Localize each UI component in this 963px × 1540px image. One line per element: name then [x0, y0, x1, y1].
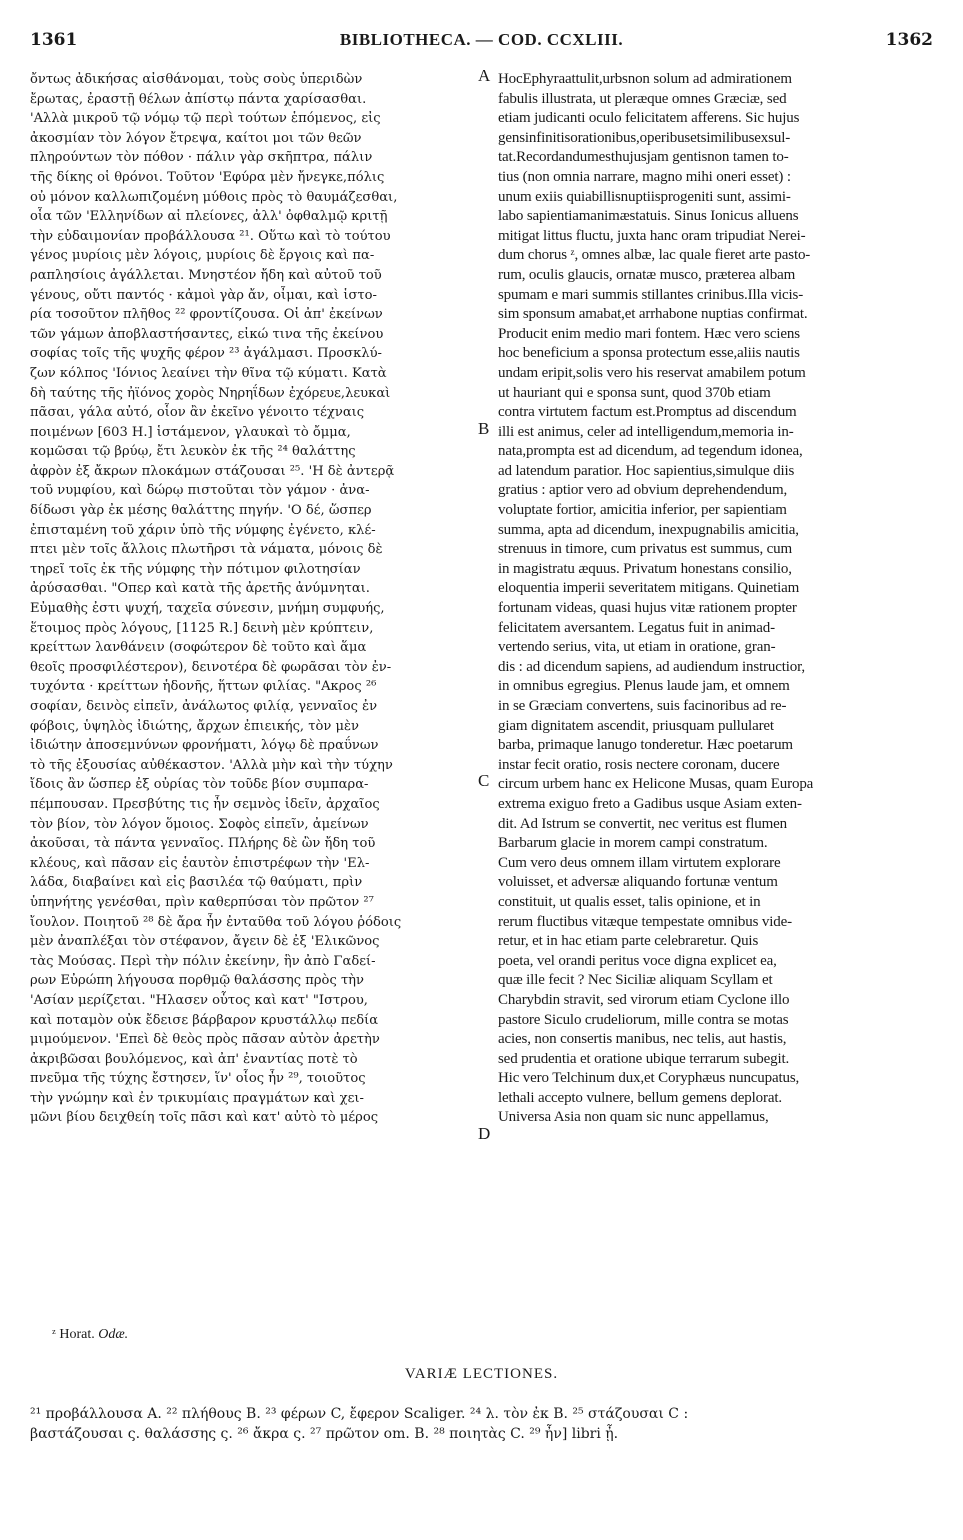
latin-text-line: fabulis illustrata, ut pleræque omnes Græciæ, sed	[498, 90, 787, 107]
page-number-left: 1361	[30, 30, 78, 50]
latin-text-line: labo sapientiamanimæstatuis. Sinus Ionicus alluens	[498, 208, 799, 225]
latin-text-line: Universa Asia non quam sic nunc appellamus,	[498, 1109, 769, 1126]
greek-text-line: ἀκοῦσαι, τὰ πάντα γενναῖος. Πλήρης δὲ ὢν ἤδη τοῦ	[30, 836, 376, 852]
footnote-author: Horat.	[59, 1327, 95, 1342]
greek-text-line: ὑπηνήτης γενέσθαι, πρὶν καθερπύσαι τὸν πρῶτον ²⁷	[30, 894, 374, 910]
greek-text-line: δὴ ταύτης τῆς ἠϊόνος χορὸς Νηρηΐδων ἐχόρευε,λευκαὶ	[30, 385, 391, 401]
greek-text-line: ἐπισταμένη τοῦ χάριν ὑπὸ τῆς νύμφης ἐγένετο, κλέ-	[30, 522, 376, 538]
latin-text-line: pastore Siculo crudeliorum, mille contra se motas	[498, 1011, 789, 1028]
greek-text-line: τὴν γνώμην καὶ ἐν τρικυμίαις πραγμάτων καὶ χει-	[30, 1090, 364, 1106]
latin-text-line: tat.Recordandumesthujusjam gentisnon tamen to-	[498, 149, 789, 166]
latin-text-line: dis : ad dicendum sapiens, ad audiendum instructior,	[498, 658, 805, 675]
greek-text-line: φόβοις, ὑψηλὸς ἰδιώτης, ἄρχων ἐπιεικής, τὸν μὲν	[30, 718, 360, 734]
greek-text-line: 'Αλλὰ μικροῦ τῷ νόμῳ τῷ περὶ τούτων ἑπόμενος, εἰς	[30, 111, 381, 127]
latin-text-line: unum exiis quiabillisnuptiisprogeniti sunt, assimi-	[498, 188, 791, 205]
greek-text-line: κομῶσαι τῷ βρύῳ, ἔτι λευκὸν ἐκ τῆς ²⁴ θαλάττης	[30, 444, 356, 460]
greek-text-line: δίδωσι γὰρ ἐκ μέσης θαλάττης πηγήν. 'Ο δέ, ὥσπερ	[30, 503, 372, 519]
latin-text-line: in magistratu æquus. Privatum honestans consilio,	[498, 560, 792, 577]
page-header	[30, 30, 933, 56]
latin-text-line: dit. Ad Istrum se convertit, nec veritus est flumen	[498, 815, 787, 832]
latin-text-line: summa, apta ad dicendum, inexpugnabilis amicitia,	[498, 521, 799, 538]
latin-text-line: in se Græciam convertens, suis facinoribus ad re-	[498, 698, 787, 714]
greek-text-line: ἀκριβῶσαι βουλόμενος, καὶ ἀπ' ἐναντίας ποτὲ τὸ	[30, 1051, 358, 1067]
section-marker-a: A	[478, 66, 491, 85]
greek-text-line: θεοῖς προσφιλέστερον), δεινοτέρα δὲ φωρᾶσαι τὸν ἐν-	[30, 659, 392, 675]
latin-text-line: lethali accepto vulnere, bellum gemens deplorat.	[498, 1089, 782, 1106]
greek-text-line: ἴουλον. Ποιητοῦ ²⁸ δὲ ἄρα ἦν ἐνταῦθα τοῦ λόγου ῥόδοις	[30, 914, 402, 930]
section-marker-c: C	[478, 771, 490, 790]
greek-text-line: μὲν ἀναπλέξαι τὸν στέφανον, ἄγειν δὲ ἐξ 'Ελικῶνος	[30, 934, 380, 950]
greek-text-line: πᾶσαι, γάλα αὐτό, οἷον ἂν ἐκεῖνο γένοιτο τέχναις	[30, 405, 365, 421]
greek-text-line: ραπλησίοις ἀγάλλεται. Μνηστέον ἤδη καὶ αὐτοῦ τοῦ	[30, 267, 382, 283]
page-number-right: 1362	[885, 30, 933, 50]
latin-text-line: barba, primaque lanugo tonderetur. Hæc poetarum	[498, 737, 793, 754]
greek-text-line: ἴδοις ἂν ὥσπερ ἐξ οὐρίας τὸν τοῦδε βίον συμπαρα-	[30, 777, 369, 793]
variae-lectiones-title: VARIÆ LECTIONES.	[404, 1366, 559, 1382]
latin-text-line: giam dignitatem ascendit, priusquam pullularet	[498, 717, 774, 734]
greek-text-line: τῆς δίκης οἱ θρόνοι. Τοῦτον 'Εφύρα μὲν ἤνεγκε,πόλις	[30, 169, 385, 185]
latin-text-line: gensinfinitisorationibus,operibusetsimilibusexsul-	[498, 129, 791, 146]
latin-text-line: voluisset, et adversæ aliquando fortunæ ventum	[498, 874, 778, 891]
greek-text-line: ζων κόλπος 'Ιόνιος λεαίνει τὴν θῖνα τῷ κύματι. Κατὰ	[30, 365, 387, 381]
greek-text-line: ἕτοιμος πρὸς λόγους, [1125 R.] δεινὴ μὲν κρύπτειν,	[30, 620, 374, 636]
greek-text-line: λάδα, διαβαίνει καὶ εἰς βασιλέα τῷ θαύματι, πρὶν	[30, 875, 363, 891]
latin-text-line: poeta, vel orandi peritus voce digna explicet ea,	[498, 952, 777, 969]
latin-text-line: acies, non consertis manibus, nec telis, aut hastis,	[498, 1031, 787, 1048]
greek-text-line: μιμούμενον. 'Επεὶ δὲ θεὸς πρὸς πᾶσαν αὐτὸν ἀρετὴν	[30, 1032, 380, 1048]
latin-text-column	[498, 70, 934, 1128]
greek-text-line: κρείττων λανθάνειν (σοφώτερον δὲ τοῦτο καὶ ἅμα	[30, 640, 367, 656]
variant-reading-line: ²¹ προβάλλουσα A. ²² πλήθους B. ²³ φέρων C, ἔφερον Scaliger. ²⁴ λ. τὸν ἐκ B. ²⁵ στάζουσαι C :	[30, 1406, 689, 1422]
running-title: BIBLIOTHECA. — COD. CCXLIII.	[339, 30, 624, 49]
latin-text-line: gratius : aptior vero ad obvium deprehendendum,	[498, 482, 788, 499]
latin-text-line: strenuus in timore, cum privatus est summus, cum	[498, 541, 793, 558]
latin-text-line: dum chorus ᶻ, omnes albæ, lac quale fieret arte pasto-	[498, 247, 811, 264]
greek-text-line: τὴν εὐδαιμονίαν προβάλλουσα ²¹. Οὕτω καὶ τὸ τούτου	[30, 228, 391, 244]
greek-text-line: 'Ασίαν μερίζεται. "Ηλασεν οὗτος καὶ κατ' "Ιστρου,	[30, 992, 368, 1008]
greek-text-line: τὸν βίον, τὸν λόγον ὅμοιος. Σοφὸς εἰπεῖν, ἀμείνων	[30, 816, 369, 832]
greek-text-line: Εὐμαθὴς ἐστι ψυχή, ταχεῖα σύνεσιν, μνήμη συμφυής,	[30, 601, 385, 617]
greek-text-line: μῶνι βίου δειχθείη τοῖς πᾶσι καὶ κατ' αὐτὸ τὸ μέρος	[30, 1110, 379, 1126]
latin-text-line: quæ ille fecit ? Nec Siciliæ aliquam Scyllam et	[498, 972, 773, 989]
latin-text-line: undam eripit,solis vero his reservat amabilem potum	[498, 364, 806, 381]
latin-text-line: mitigat littus fluctu, juxta hanc oram tripudiat Nerei-	[498, 227, 806, 244]
greek-text-line: οἷα τῶν 'Ελληνίδων αἱ πλείονες, ἀλλ' ὀφθαλμῷ κριτῇ	[30, 209, 388, 225]
section-marker-d: D	[478, 1124, 491, 1143]
latin-text-line: felicitatem aversantem. Legatus fuit in animad-	[498, 619, 776, 636]
greek-text-column	[30, 70, 485, 1128]
greek-text-line: τῶν γάμων ἀποβλαστήσαντες, εἰκώ τινα τῆς ἐκείνου	[30, 326, 384, 342]
latin-text-line: retur, et in hac etiam parte celebraretur. Quis	[498, 933, 759, 950]
greek-text-line: ἀφρὸν ἐξ ἄκρων πλοκάμων στάζουσαι ²⁵. 'Η δὲ ἀντερᾷ	[30, 463, 395, 479]
latin-text-line: Cum vero deus omnem illam virtutem explorare	[498, 854, 781, 871]
greek-text-line: πτει μὲν τοῖς ἄλλοις πλωτῆρσι τὰ νάματα, μόνοις δὲ	[30, 542, 383, 558]
greek-text-line: κλέους, καὶ πᾶσαν εἰς ἑαυτὸν ἐπιστρέφων τὴν 'Ελ-	[30, 855, 370, 871]
latin-text-line: rum, oculis glaucis, ornatæ musco, præterea albam	[498, 266, 796, 283]
latin-text-line: in omnibus egregius. Plenus laude jam, et omnem	[498, 678, 790, 695]
greek-text-line: πέμπουσαν. Πρεσβύτης τις ἦν σεμνὸς ἰδεῖν, ἀρχαῖος	[30, 796, 380, 812]
greek-text-line: τὰς Μούσας. Περὶ τὴν πόλιν ἐκείνην, ἣν ἀπὸ Γαδεί-	[30, 953, 376, 969]
footnote-mark: ᶻ	[52, 1327, 56, 1342]
latin-text-line: extrema exiguo freto a Gadibus usque Asiam exten-	[498, 795, 802, 812]
greek-text-line: σοφίας τοῖς τῆς ψυχῆς φέρον ²³ ἀγάλμασι. Προσκλύ-	[30, 346, 382, 362]
latin-text-line: etiam judicanti oculo felicitatem afferens. Sic hujus	[498, 110, 800, 127]
greek-text-line: καὶ ποταμὸν οὐκ ἔδεισε βάρβαρον κρυστάλλῳ πεδία	[30, 1012, 379, 1028]
latin-text-line: Hic vero Telchinum dux,et Coryphæus nuncupatus,	[498, 1070, 800, 1087]
greek-text-line: γένους, οὔτι παντός · κἀμοὶ γὰρ ἄν, οἶμαι, καὶ ἱστο-	[30, 287, 377, 303]
greek-text-line: ἀκοσμίαν τὸν λόγον ἔτρεψα, καίτοι μοι τῶν θεῶν	[30, 130, 362, 146]
latin-text-line: tius (non omnia narrare, magno mihi oneri esset) :	[498, 168, 791, 185]
latin-text-line: constituit, ut qualis esset, talis opinione, et in	[498, 893, 761, 910]
latin-text-line: Producit enim medio mari fontem. Hæc vero sciens	[498, 325, 800, 342]
greek-text-line: τυχόντα · κρείττων ἡδονῆς, ἥττων φιλίας. "Ακρος ²⁶	[30, 679, 377, 695]
greek-text-line: ρων Εὐρώπη λήγουσα πορθμῷ θαλάσσης πρὸς τὴν	[30, 973, 364, 989]
latin-text-line: hoc beneficium a sponsa protectum esse,aliis nautis	[498, 345, 800, 362]
latin-text-line: Barbarum glacie in morem campi constratum.	[498, 835, 768, 852]
section-marker-b: B	[478, 419, 490, 438]
latin-text-line: nata,prompta est ad dicendum, ad tegendum idonea,	[498, 443, 803, 460]
latin-text-line: sim sponsum amabat,et arrhabone nuptias confirmat.	[498, 306, 808, 323]
greek-text-line: τὸ τῆς ἐξουσίας αὐθέκαστον. 'Αλλὰ μὴν καὶ τὴν τύχην	[30, 757, 393, 773]
greek-text-line: τηρεῖ τοῖς ἐκ τῆς νύμφης τὴν πότιμον φιλοτησίαν	[30, 561, 361, 577]
greek-text-line: ποιμένων [603 H.] ἱστάμενον, γλαυκαὶ τὸ ὄμμα,	[30, 424, 351, 440]
latin-text-line: voluptate fortior, amicitia inferior, per sapientiam	[498, 502, 787, 519]
latin-text-line: contra virtutem factum est.Promptus ad discendum	[498, 404, 797, 421]
latin-text-line: instar fecit oratio, rosis nectere coronam, ducere	[498, 756, 780, 773]
variae-lectiones-body	[30, 1404, 933, 1444]
greek-text-line: ἰδιώτην ἀποσεμνύνων φρονήματι, λόγῳ δὲ πραΰνων	[30, 738, 379, 754]
greek-text-line: πληρούντων τὸν πόθον · πάλιν γὰρ σκῆπτρα, πάλιν	[30, 150, 373, 166]
latin-text-line: eloquentia imperii severitatem mitigans. Quinetiam	[498, 580, 800, 597]
greek-text-line: σοφίαν, δεινὸς εἰπεῖν, ἀνάλωτος φιλίᾳ, γενναῖος ἐν	[30, 699, 378, 714]
latin-text-line: illi est animus, celer ad intelligendum,memoria in-	[498, 423, 794, 440]
greek-text-line: γένος μυρίοις μὲν λόγοις, μυρίοις δὲ ἔργοις καὶ πα-	[30, 248, 375, 264]
greek-text-line: πνεῦμα τῆς τύχης ἔστησεν, ἵν' οἷος ἦν ²⁹, τοιοῦτος	[30, 1071, 366, 1087]
latin-text-line: ut hauriant qui e sponsa sunt, quod 370b etiam	[498, 384, 771, 401]
latin-text-line: ad latendum paratior. Hoc sapientius,simulque diis	[498, 462, 795, 479]
latin-text-line: HocEphyraattulit,urbsnon solum ad admirationem	[498, 71, 792, 87]
latin-text-line: circum urbem hanc ex Helicone Musas, quam Europa	[498, 776, 814, 793]
latin-text-line: spumam e mari summis stillantes crinibus.Illa vicis-	[498, 286, 804, 303]
greek-text-line: ἀρύσασθαι. "Οπερ καὶ κατὰ τῆς ἀρετῆς ἀνύμνηται.	[30, 581, 370, 597]
greek-text-line: οὐ μόνον καλλωπιζομένη μύθοις πρὸς τὸ θαυμάζεσθαι,	[30, 189, 398, 205]
greek-text-line: ρία τοσοῦτον πλῆθος ²² φροντίζουσα. Οἱ ἀπ' ἐκείνων	[30, 307, 383, 323]
greek-text-line: τοῦ νυμφίου, καὶ δώρῳ πιστοῦται τὸν γάμον · ἀνα-	[30, 483, 370, 499]
latin-text-line: rerum fluctibus vitæque tempestate omnibus vide-	[498, 913, 792, 930]
latin-text-line: Charybdin stravit, sed virorum etiam Cyclone illo	[498, 991, 790, 1008]
variant-reading-line: βαστάζουσαι ς. θαλάσσης ς. ²⁶ ἄκρα ς. ²⁷ πρῶτον om. B. ²⁸ ποιητὰς C. ²⁹ ἦν] libri ᾖ.	[30, 1426, 619, 1442]
latin-text-line: fortunam videas, quasi hujus vitæ rationem propter	[498, 600, 797, 617]
footnote-work: Odæ.	[98, 1327, 129, 1342]
footnote	[52, 1327, 128, 1343]
greek-text-line: ἔρωτας, ἐραστῇ θέλων ἀπίστῳ πάντα χαρίσασθαι.	[30, 91, 367, 107]
greek-text-line: ὄντως ἀδικήσας αἰσθάνομαι, τοὺς σοὺς ὑπεριδὼν	[30, 72, 363, 87]
latin-text-line: sed prudentia et oratione ubique terrarum subegit.	[498, 1050, 790, 1067]
latin-text-line: vertendo serius, vita, ut etiam in oratione, gran-	[498, 639, 776, 656]
